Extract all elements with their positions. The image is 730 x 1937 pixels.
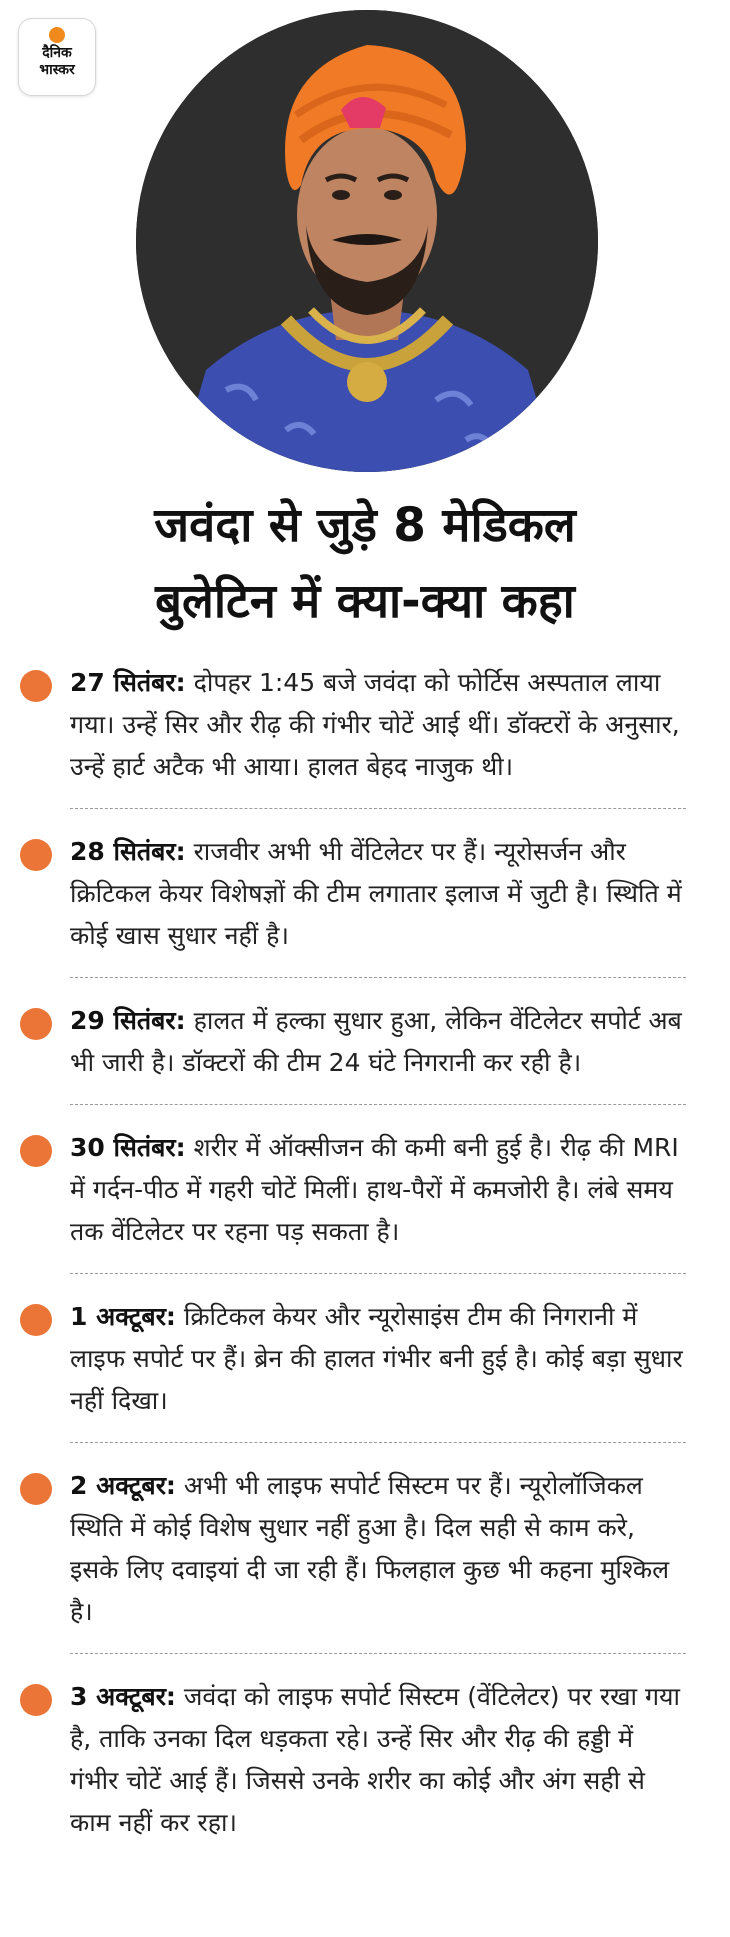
brand-logo [18,18,96,96]
divider [70,977,686,978]
bulletin-item [0,1282,730,1432]
bulletin-date: 2 अक्टूबर: [70,1471,176,1500]
bulletin-item [0,648,730,798]
bullet-dot-icon [20,1684,52,1716]
bullet-dot-icon [20,1304,52,1336]
bulletin-date: 3 अक्टूबर: [70,1682,176,1711]
divider [70,1653,686,1654]
bulletin-text [70,1465,686,1633]
portrait-illustration [136,10,598,472]
bulletin-body: अभी भी लाइफ सपोर्ट सिस्टम पर हैं। न्यूरोलॉजिकल स्थिति में कोई विशेष सुधार नहीं हुआ है। दिल सही से काम करे, इसके लिए दवाइयां दी जा रही हैं। फिलहाल कुछ भी कहना मुश्किल है। [70,1471,670,1626]
bulletin-date: 28 सितंबर: [70,837,186,866]
divider [70,1442,686,1443]
bulletin-date: 27 सितंबर: [70,668,186,697]
brand-name-line1: दैनिक [42,45,72,61]
divider [70,1104,686,1105]
divider [70,1273,686,1274]
bulletin-item [0,1113,730,1263]
bulletin-body: शरीर में ऑक्सीजन की कमी बनी हुई है। रीढ़ की MRI में गर्दन-पीठ में गहरी चोटें मिलीं। हाथ-पैरों में कमजोरी है। लंबे समय तक वेंटिलेटर पर रहना पड़ सकता है। [70,1133,679,1246]
bulletin-text [70,1127,686,1253]
bullet-dot-icon [20,839,52,871]
bulletin-body: क्रिटिकल केयर और न्यूरोसाइंस टीम की निगरानी में लाइफ सपोर्ट पर हैं। ब्रेन की हालत गंभीर बनी हुई है। कोई बड़ा सुधार नहीं दिखा। [70,1302,683,1415]
bulletin-text [70,1676,686,1844]
bullet-dot-icon [20,1135,52,1167]
bulletin-text [70,1000,686,1084]
bullet-dot-icon [20,1473,52,1505]
bulletin-body: हालत में हल्का सुधार हुआ, लेकिन वेंटिलेटर सपोर्ट अब भी जारी है। डॉक्टरों की टीम 24 घंटे निगरानी कर रही है। [70,1006,682,1077]
brand-name-line2: भास्कर [39,62,75,78]
bulletin-date: 30 सितंबर: [70,1133,186,1162]
bulletin-date: 1 अक्टूबर: [70,1302,176,1331]
headline [0,488,730,640]
bulletin-text [70,662,686,788]
divider [70,808,686,809]
bulletin-text [70,1296,686,1422]
bulletin-text [70,831,686,957]
bulletin-item [0,1451,730,1643]
logo-sun-icon [49,27,65,43]
bulletin-list [0,648,730,1854]
bulletin-item [0,817,730,967]
bulletin-date: 29 सितंबर: [70,1006,186,1035]
bulletin-body: दोपहर 1:45 बजे जवंदा को फोर्टिस अस्पताल लाया गया। उन्हें सिर और रीढ़ की गंभीर चोटें आई थीं। डॉक्टरों के अनुसार, उन्हें हार्ट अटैक भी आया। हालत बेहद नाजुक थी। [70,668,680,781]
headline-line2: बुलेटिन में क्या-क्या कहा [155,574,575,629]
portrait-photo [136,10,598,472]
bulletin-body: राजवीर अभी भी वेंटिलेटर पर हैं। न्यूरोसर्जन और क्रिटिकल केयर विशेषज्ञों की टीम लगातार इलाज में जुटी है। स्थिति में कोई खास सुधार नहीं है। [70,837,682,950]
bullet-dot-icon [20,670,52,702]
headline-line1: जवंदा से जुड़े 8 मेडिकल [154,498,576,553]
bulletin-item [0,1662,730,1854]
bullet-dot-icon [20,1008,52,1040]
bulletin-body: जवंदा को लाइफ सपोर्ट सिस्टम (वेंटिलेटर) पर रखा गया है, ताकि उनका दिल धड़कता रहे। उन्हें सिर और रीढ़ की हड्डी में गंभीर चोटें आई हैं। जिससे उनके शरीर का कोई और अंग सही से काम नहीं कर रहा। [70,1682,681,1837]
bulletin-item [0,986,730,1094]
